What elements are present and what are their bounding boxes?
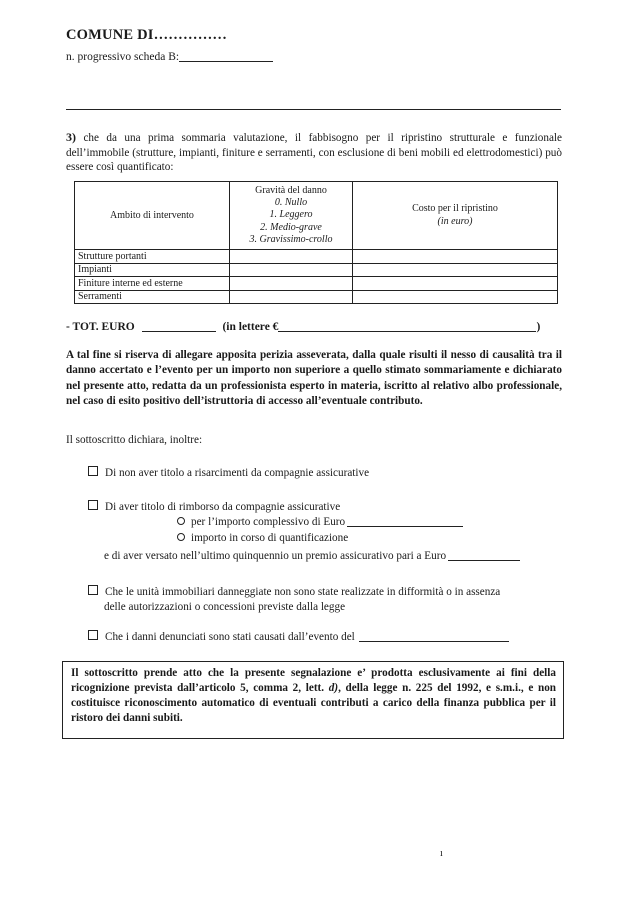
costo-cell[interactable] <box>353 250 558 264</box>
header-costo <box>353 182 558 250</box>
page-title: COMUNE DI…………… <box>66 27 228 43</box>
row-label: Finiture interne ed esterne <box>75 277 230 291</box>
sub-option-label: per l’importo complessivo di Euro <box>191 516 346 528</box>
option-label: Di non aver titolo a risarcimenti da compagnie assicurative <box>105 467 370 479</box>
gravita-level-2: 2. Medio-grave <box>260 221 322 233</box>
declares-text: Il sottoscritto dichiara, inoltre: <box>66 434 203 446</box>
costo-unit: (in euro) <box>437 215 473 227</box>
gravita-cell[interactable] <box>230 277 353 291</box>
checkbox[interactable] <box>88 466 98 476</box>
row-label: Strutture portanti <box>75 250 230 264</box>
header-gravita <box>230 182 353 250</box>
notice-part2: , della legge n. 225 del 1992, e s.m.i., e non costituisce riconoscimento automatico di eventuali contributi a carico della finanza pubblica per il ristoro dei danni subiti. <box>71 682 557 724</box>
total-words-label: (in lettere € <box>222 321 279 333</box>
perizia-paragraph: A tal fine si riserva di allegare apposita perizia asseverata, dalla quale risulti il nesso di causalità tra il danno accertato e l’evento per un importo non superiore a quello stimato sommariamente e dichiarato nel presente atto, redatta da un professionista esperto in materia, iscritto al relativo albo professionale, nel caso di esito positivo dell’istruttoria di accesso all’eventuale contributo. <box>66 349 562 407</box>
table-row <box>75 250 558 264</box>
table-row <box>75 263 558 277</box>
table-row <box>75 290 558 304</box>
gravita-level-0: 0. Nullo <box>274 197 308 209</box>
total-close: ) <box>536 321 541 333</box>
option-units-compliant <box>88 585 562 614</box>
gravita-cell[interactable] <box>230 263 353 277</box>
progressive-number-field[interactable] <box>179 51 273 62</box>
gravita-cell[interactable] <box>230 250 353 264</box>
damage-table <box>74 181 558 304</box>
checkbox[interactable] <box>88 585 98 595</box>
section-3-body: che da una prima sommaria valutazione, il fabbisogno per il ripristino strutturale e funzionale dell’immobile (strutture, impianti, finiture e serramenti, con esclusione di beni mobili ed elettrodomestici) può essere così quantificato: <box>66 132 563 173</box>
row-label: Impianti <box>75 263 230 277</box>
table-row <box>75 277 558 291</box>
costo-title: Costo per il ripristino <box>412 203 498 215</box>
row-label: Serramenti <box>75 290 230 304</box>
event-date-field[interactable] <box>359 631 509 642</box>
option-label-line2: delle autorizzazioni o concessioni previste dalla legge <box>104 600 346 613</box>
option-label-line1: Che le unità immobiliari danneggiate non sono state realizzate in difformità o in assenza <box>105 586 501 598</box>
option-no-insurance <box>88 466 369 481</box>
total-words-field[interactable] <box>278 321 536 332</box>
premium-field[interactable] <box>448 550 520 561</box>
sub-option-label: importo in corso di quantificazione <box>191 532 349 544</box>
option-label: Di aver titolo di rimborso da compagnie assicurative <box>105 501 341 513</box>
gravita-title: Gravità del danno <box>255 184 327 196</box>
notice-box <box>62 661 564 739</box>
header-ambito: Ambito di intervento <box>75 182 230 250</box>
option-damage-event <box>88 630 509 645</box>
separator-line <box>66 109 561 110</box>
costo-cell[interactable] <box>353 277 558 291</box>
option-has-insurance <box>88 500 340 515</box>
notice-text <box>63 662 563 726</box>
radio-circle[interactable] <box>177 517 185 525</box>
gravita-level-3: 3. Gravissimo-crollo <box>249 233 333 245</box>
premium-label: e di aver versato nell’ultimo quinquennio un premio assicurativo pari a Euro <box>104 550 447 562</box>
checkbox[interactable] <box>88 630 98 640</box>
progressive-label-text: n. progressivo scheda B: <box>66 51 180 63</box>
section-3-text <box>66 130 562 175</box>
progressive-number-label <box>66 51 273 63</box>
premium-line <box>104 549 520 564</box>
page-mark: ı <box>440 848 443 859</box>
total-line <box>66 321 540 333</box>
costo-cell[interactable] <box>353 290 558 304</box>
notice-part1: Il sottoscritto prende atto che la presente segnalazione e’ prodotta esclusivamente ai fini della ricognizione prevista dall’articolo 5, comma 2, lett. <box>71 667 556 694</box>
notice-letter: d) <box>328 682 339 694</box>
costo-cell[interactable] <box>353 263 558 277</box>
total-label: - TOT. EURO <box>66 321 135 333</box>
gravita-cell[interactable] <box>230 290 353 304</box>
total-euro-field[interactable] <box>142 321 216 332</box>
radio-circle[interactable] <box>177 533 185 541</box>
sub-option-in-progress <box>177 531 348 546</box>
sub-option-amount <box>177 515 463 530</box>
checkbox[interactable] <box>88 500 98 510</box>
option-label: Che i danni denunciati sono stati causati dall’evento del <box>105 631 355 643</box>
amount-field[interactable] <box>347 516 463 527</box>
gravita-level-1: 1. Leggero <box>269 209 313 221</box>
section-number: 3) <box>66 130 76 144</box>
